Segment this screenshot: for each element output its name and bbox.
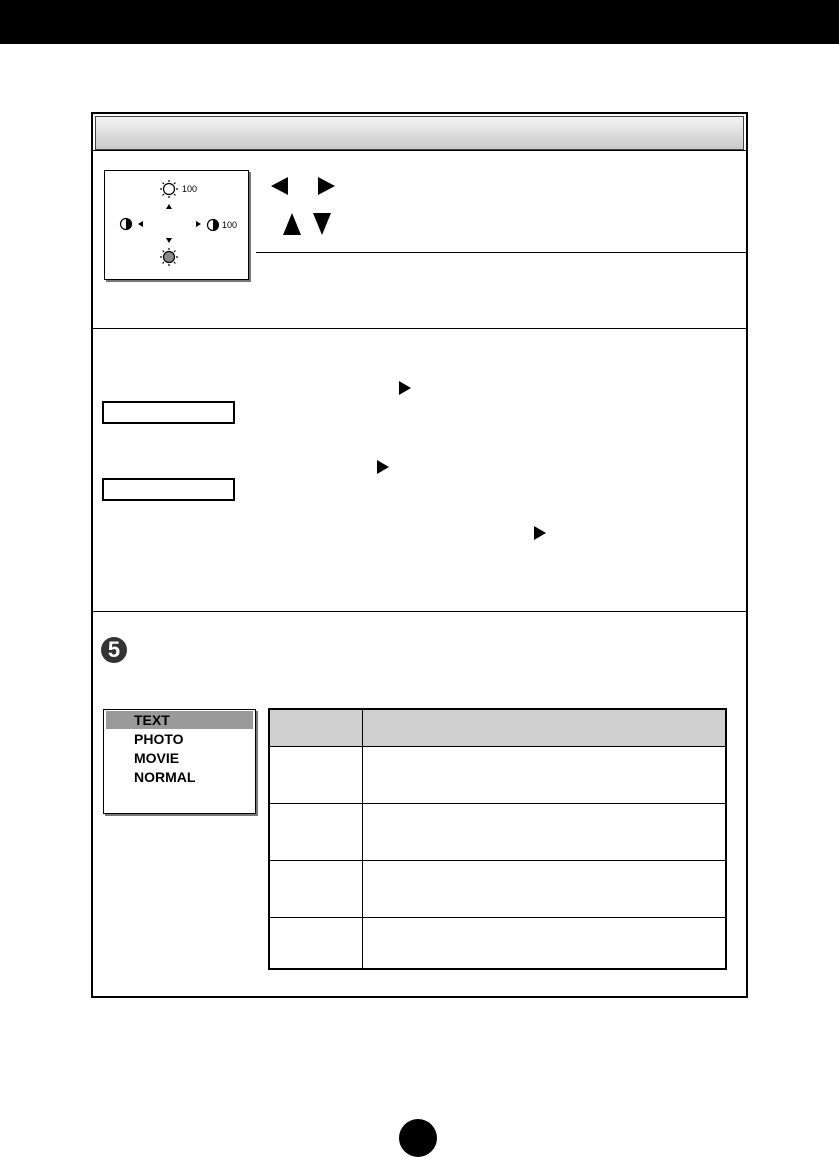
- step-number-badge: 5: [101, 637, 127, 663]
- mode-item-normal[interactable]: NORMAL: [134, 769, 196, 785]
- mode-item-movie[interactable]: MOVIE: [134, 750, 180, 766]
- left-triangle-icon: [270, 176, 290, 196]
- top-black-bar: [0, 0, 839, 44]
- contrast-left-icon: [121, 219, 132, 230]
- left-arrow-icon: [138, 221, 143, 227]
- section-header-strip: [95, 116, 744, 150]
- table-cell: [363, 861, 727, 918]
- right-triangle-icon: [316, 176, 336, 196]
- table-row: [269, 804, 726, 861]
- section2-divider: [93, 611, 746, 612]
- table-cell: [269, 747, 363, 804]
- header-divider: [93, 150, 746, 151]
- up-arrow-icon: [166, 204, 172, 209]
- page-number-dot: [399, 1119, 437, 1157]
- table-cell: [363, 804, 727, 861]
- mode-item-photo[interactable]: PHOTO: [134, 731, 184, 747]
- contrast-value: 100: [222, 220, 238, 230]
- right-arrow-icon: [196, 221, 201, 227]
- brightness-sun-selected-icon: [160, 248, 178, 266]
- table-cell: [363, 918, 727, 970]
- content-frame: [91, 112, 748, 998]
- table-cell: [269, 918, 363, 970]
- right-pointer-icon: [533, 525, 547, 541]
- table-cell: [363, 747, 727, 804]
- contrast-right-icon: [208, 220, 219, 231]
- table-cell: [269, 804, 363, 861]
- section1-divider: [93, 328, 746, 329]
- right-pointer-icon: [376, 459, 390, 475]
- section1-inner-divider: [256, 252, 746, 253]
- brightness-value: 100: [182, 184, 198, 194]
- down-arrow-icon: [166, 238, 172, 243]
- down-triangle-icon: [312, 212, 332, 236]
- label-box-2: [102, 478, 235, 501]
- mode-item-text[interactable]: TEXT: [106, 711, 253, 729]
- table-row: [269, 861, 726, 918]
- table-header-cell: [363, 709, 727, 747]
- right-pointer-icon: [398, 380, 412, 396]
- table-row: [269, 747, 726, 804]
- display-mode-osd: [103, 709, 256, 814]
- up-triangle-icon: [282, 212, 302, 236]
- label-box-1: [102, 401, 235, 424]
- brightness-sun-icon: [160, 180, 178, 198]
- table-row: [269, 918, 726, 970]
- table-cell: [269, 861, 363, 918]
- brightness-contrast-osd: [104, 170, 249, 280]
- table-header-cell: [269, 709, 363, 747]
- mode-description-table: [268, 708, 727, 970]
- table-header-row: [269, 709, 726, 747]
